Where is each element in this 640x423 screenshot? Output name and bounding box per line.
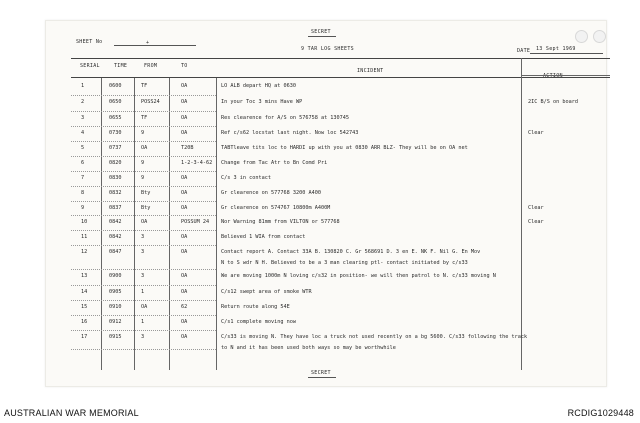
row-incident: Nor Warning 81mm from VILTON or 577768 — [221, 219, 340, 225]
row-incident: Return route along 54E — [221, 304, 290, 310]
row-time: 0842 — [109, 234, 122, 240]
row-time: 0915 — [109, 334, 122, 340]
row-separator — [71, 300, 216, 301]
row-from: 1 — [141, 289, 145, 295]
row-to: OA — [181, 175, 188, 181]
date-line — [530, 53, 603, 54]
row-from: Bty — [141, 205, 151, 211]
row-separator — [71, 330, 216, 331]
row-separator — [71, 156, 216, 157]
col-divider — [134, 78, 135, 370]
row-time: 0830 — [109, 175, 122, 181]
row-separator — [71, 95, 216, 96]
row-to: OA — [181, 205, 188, 211]
row-separator — [71, 126, 216, 127]
row-separator — [71, 215, 216, 216]
classification-underline — [308, 36, 336, 37]
col-divider — [169, 78, 170, 370]
row-serial: 5 — [81, 145, 85, 151]
col-header-incident: INCIDENT — [357, 68, 384, 74]
row-from: OA — [141, 145, 148, 151]
row-time: 0910 — [109, 304, 122, 310]
row-to: OA — [181, 130, 188, 136]
punch-hole — [575, 30, 588, 43]
row-serial: 1 — [81, 83, 85, 89]
row-incident: Contact report A. Contact 33A B. 130820 C. Gr 568691 D. 3 en E. NK F. Nil G. En Mov — [221, 249, 481, 255]
row-action: Clear — [528, 205, 544, 211]
row-from: 3 — [141, 334, 145, 340]
row-incident: C/s1 complete moving now — [221, 319, 296, 325]
row-separator — [71, 285, 216, 286]
row-from: 1 — [141, 319, 145, 325]
row-separator — [71, 201, 216, 202]
row-from: TF — [141, 83, 148, 89]
row-incident: N to S wdr N H. Believed to be a 3 man clearing ptl- contact initiated by c/s33 — [221, 260, 468, 266]
row-to: OA — [181, 334, 188, 340]
row-serial: 10 — [81, 219, 88, 225]
credit-right: RCDIG1029448 — [567, 408, 634, 418]
col-header-from: FROM — [144, 63, 158, 69]
row-incident: to N and it has been used both ways so may be worthwhile — [221, 345, 396, 351]
classification-bottom: SECRET — [311, 370, 331, 376]
log-title: 9 TAR LOG SHEETS — [301, 46, 354, 52]
row-separator — [71, 111, 216, 112]
row-serial: 7 — [81, 175, 85, 181]
row-incident: Gr clearence on 577768 3200 A400 — [221, 190, 321, 196]
row-time: 0847 — [109, 249, 122, 255]
sheet-number-tick: + — [146, 40, 150, 46]
row-serial: 16 — [81, 319, 88, 325]
row-serial: 13 — [81, 273, 88, 279]
col-divider — [101, 78, 102, 370]
row-serial: 4 — [81, 130, 85, 136]
row-time: 0737 — [109, 145, 122, 151]
row-serial: 9 — [81, 205, 85, 211]
row-incident: TABTleave tits loc to HARDI up with you at 0830 ARR BLZ- They will be on OA net — [221, 145, 468, 151]
row-to: 1-2-3-4-62 — [181, 160, 213, 166]
row-time: 0730 — [109, 130, 122, 136]
row-incident: Gr clearence on 574767 10800m A400M — [221, 205, 331, 211]
row-time: 0842 — [109, 219, 122, 225]
row-time: 0900 — [109, 273, 122, 279]
row-from: OA — [141, 219, 148, 225]
row-separator — [71, 315, 216, 316]
row-time: 0650 — [109, 99, 122, 105]
row-from: 9 — [141, 175, 145, 181]
row-serial: 14 — [81, 289, 88, 295]
row-incident: In your Toc 3 mins Have WP — [221, 99, 303, 105]
row-serial: 8 — [81, 190, 85, 196]
row-incident: We are moving 1000m N loving c/s32 in position- we will then patrol to N. c/s33 moving N — [221, 273, 496, 279]
row-to: OA — [181, 234, 188, 240]
row-time: 0600 — [109, 83, 122, 89]
row-time: 0837 — [109, 205, 122, 211]
row-incident: Ref c/s62 locstat last night. Now loc 542743 — [221, 130, 359, 136]
row-separator — [71, 230, 216, 231]
col-header-serial: SERIAL — [80, 63, 100, 69]
credit-left: AUSTRALIAN WAR MEMORIAL — [4, 408, 139, 418]
row-from: POSS24 — [141, 99, 160, 105]
row-to: OA — [181, 83, 188, 89]
row-separator — [71, 141, 216, 142]
row-to: OA — [181, 115, 188, 121]
action-header-rule — [521, 75, 610, 76]
row-to: OA — [181, 273, 188, 279]
row-incident: C/s 3 in contact — [221, 175, 271, 181]
sheet-number-label: SHEET No — [76, 39, 103, 45]
row-to: OA — [181, 190, 188, 196]
row-from: 3 — [141, 249, 145, 255]
row-from: Bty — [141, 190, 151, 196]
row-from: 3 — [141, 234, 145, 240]
header-rule — [71, 58, 610, 59]
sheet-number-line — [114, 45, 196, 46]
row-incident: Res clearence for A/S on 576758 at 130745 — [221, 115, 350, 121]
row-action: 2IC B/S on board — [528, 99, 578, 105]
row-to: OA — [181, 289, 188, 295]
col-divider — [216, 78, 217, 370]
col-divider — [521, 58, 522, 370]
row-time: 0655 — [109, 115, 122, 121]
row-time: 0912 — [109, 319, 122, 325]
col-header-to: TO — [181, 63, 188, 69]
col-header-action: ACTION — [543, 73, 563, 79]
row-incident: Change from Tac Atr to Bn Comd Pri — [221, 160, 328, 166]
punch-hole — [593, 30, 606, 43]
row-serial: 6 — [81, 160, 85, 166]
row-separator — [71, 245, 216, 246]
row-serial: 2 — [81, 99, 85, 105]
row-time: 0905 — [109, 289, 122, 295]
row-time: 0820 — [109, 160, 122, 166]
log-sheet-page — [45, 20, 607, 387]
classification-top: SECRET — [311, 29, 331, 35]
row-incident: LO ALB depart HQ at 0630 — [221, 83, 296, 89]
row-from: 3 — [141, 273, 145, 279]
row-from: TF — [141, 115, 148, 121]
row-to: OA — [181, 319, 188, 325]
row-serial: 11 — [81, 234, 88, 240]
row-serial: 15 — [81, 304, 88, 310]
row-from: 9 — [141, 160, 145, 166]
col-header-time: TIME — [114, 63, 128, 69]
row-incident: Believed 1 WIA from contact — [221, 234, 306, 240]
row-time: 0832 — [109, 190, 122, 196]
row-to: 62 — [181, 304, 188, 310]
classification-bottom-underline — [308, 377, 336, 378]
row-incident: C/s12 swept area of smoke WTR — [221, 289, 312, 295]
row-serial: 17 — [81, 334, 88, 340]
row-action: Clear — [528, 219, 544, 225]
row-serial: 12 — [81, 249, 88, 255]
row-to: POSSUM 24 — [181, 219, 210, 225]
date-value: 13 Sept 1969 — [536, 46, 576, 52]
log-table — [71, 78, 610, 370]
row-separator — [71, 349, 216, 350]
row-incident: C/s33 is moving N. They have loc a truck not used recently on a bg 5600. C/s33 following the track — [221, 334, 528, 340]
row-from: OA — [141, 304, 148, 310]
row-to: T20B — [181, 145, 194, 151]
row-serial: 3 — [81, 115, 85, 121]
row-to: OA — [181, 249, 188, 255]
row-to: OA — [181, 99, 188, 105]
row-separator — [71, 171, 216, 172]
row-separator — [71, 269, 216, 270]
date-label: DATE — [517, 48, 531, 54]
row-separator — [71, 186, 216, 187]
row-from: 9 — [141, 130, 145, 136]
row-action: Clear — [528, 130, 544, 136]
